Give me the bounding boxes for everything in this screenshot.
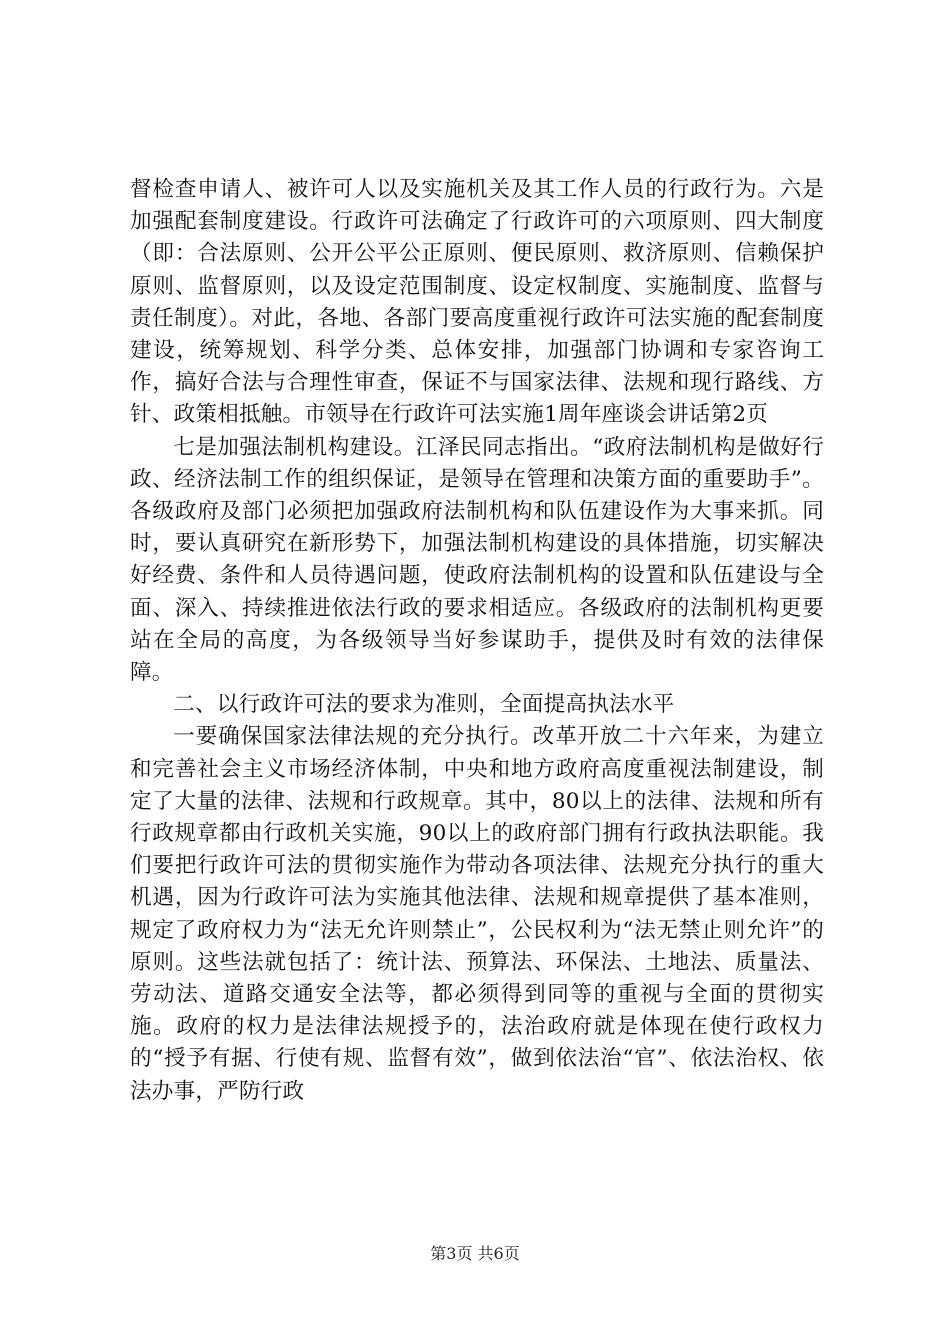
paragraph-item-seven: 七是加强法制机构建设。江泽民同志指出。“政府法制机构是做好行政、经济法制工作的组织保证，是领导在管理和决策方面的重要助手”。各级政府及部门必须把加强政府法制机构和队伍建设作为大事来抓。同时，要认真研究在新形势下，加强法制机构建设的具体措施，切实解决好经费、条件和人员待遇问题，使政府法制机构的设置和队伍建设与全面、深入、持续推进依法行政的要求相适应。各级政府的法制机构更要站在全局的高度，为各级领导当好参谋助手，提供及时有效的法律保障。 xyxy=(130,434,824,686)
section-heading: 二、以行政许可法的要求为准则，全面提高执法水平 xyxy=(173,692,675,718)
page-footer: 第3页 共6页 xyxy=(430,1244,520,1263)
document-body xyxy=(130,174,824,1108)
paragraph-item-one: 一要确保国家法律法规的充分执行。改革开放二十六年来，为建立和完善社会主义市场经济体制，中央和地方政府高度重视法制建设，制定了大量的法律、法规和行政规章。其中，80以上的法律、法规和所有行政规章都由行政机关实施，90以上的政府部门拥有行政执法职能。我们要把行政许可法的贯彻实施作为带动各项法律、法规充分执行的重大机遇，因为行政许可法为实施其他法律、法规和规章提供了基本准则，规定了政府权力为“法无允许则禁止”，公民权利为“法无禁止则允许”的原则。这些法就包括了：统计法、预算法、环保法、土地法、质量法、劳动法、道路交通安全法等，都必须得到同等的重视与全面的贯彻实施。政府的权力是法律法规授予的，法治政府就是体现在使行政权力的“授予有据、行使有规、监督有效”，做到依法治“官”、依法治权、依法办事，严防行政 xyxy=(130,724,824,1104)
paragraph-continuation: 督检查申请人、被许可人以及实施机关及其工作人员的行政行为。六是加强配套制度建设。行政许可法确定了行政许可的六项原则、四大制度（即：合法原则、公开公平公正原则、便民原则、救济原则、信赖保护原则、监督原则，以及设定范围制度、设定权制度、实施制度、监督与责任制度）。对此，各地、各部门要高度重视行政许可法实施的配套制度建设，统筹规划、科学分类、总体安排，加强部门协调和专家咨询工作，搞好合法与合理性审查，保证不与国家法律、法规和现行路线、方针、政策相抵触。市领导在行政许可法实施1周年座谈会讲话第2页 xyxy=(130,177,824,428)
